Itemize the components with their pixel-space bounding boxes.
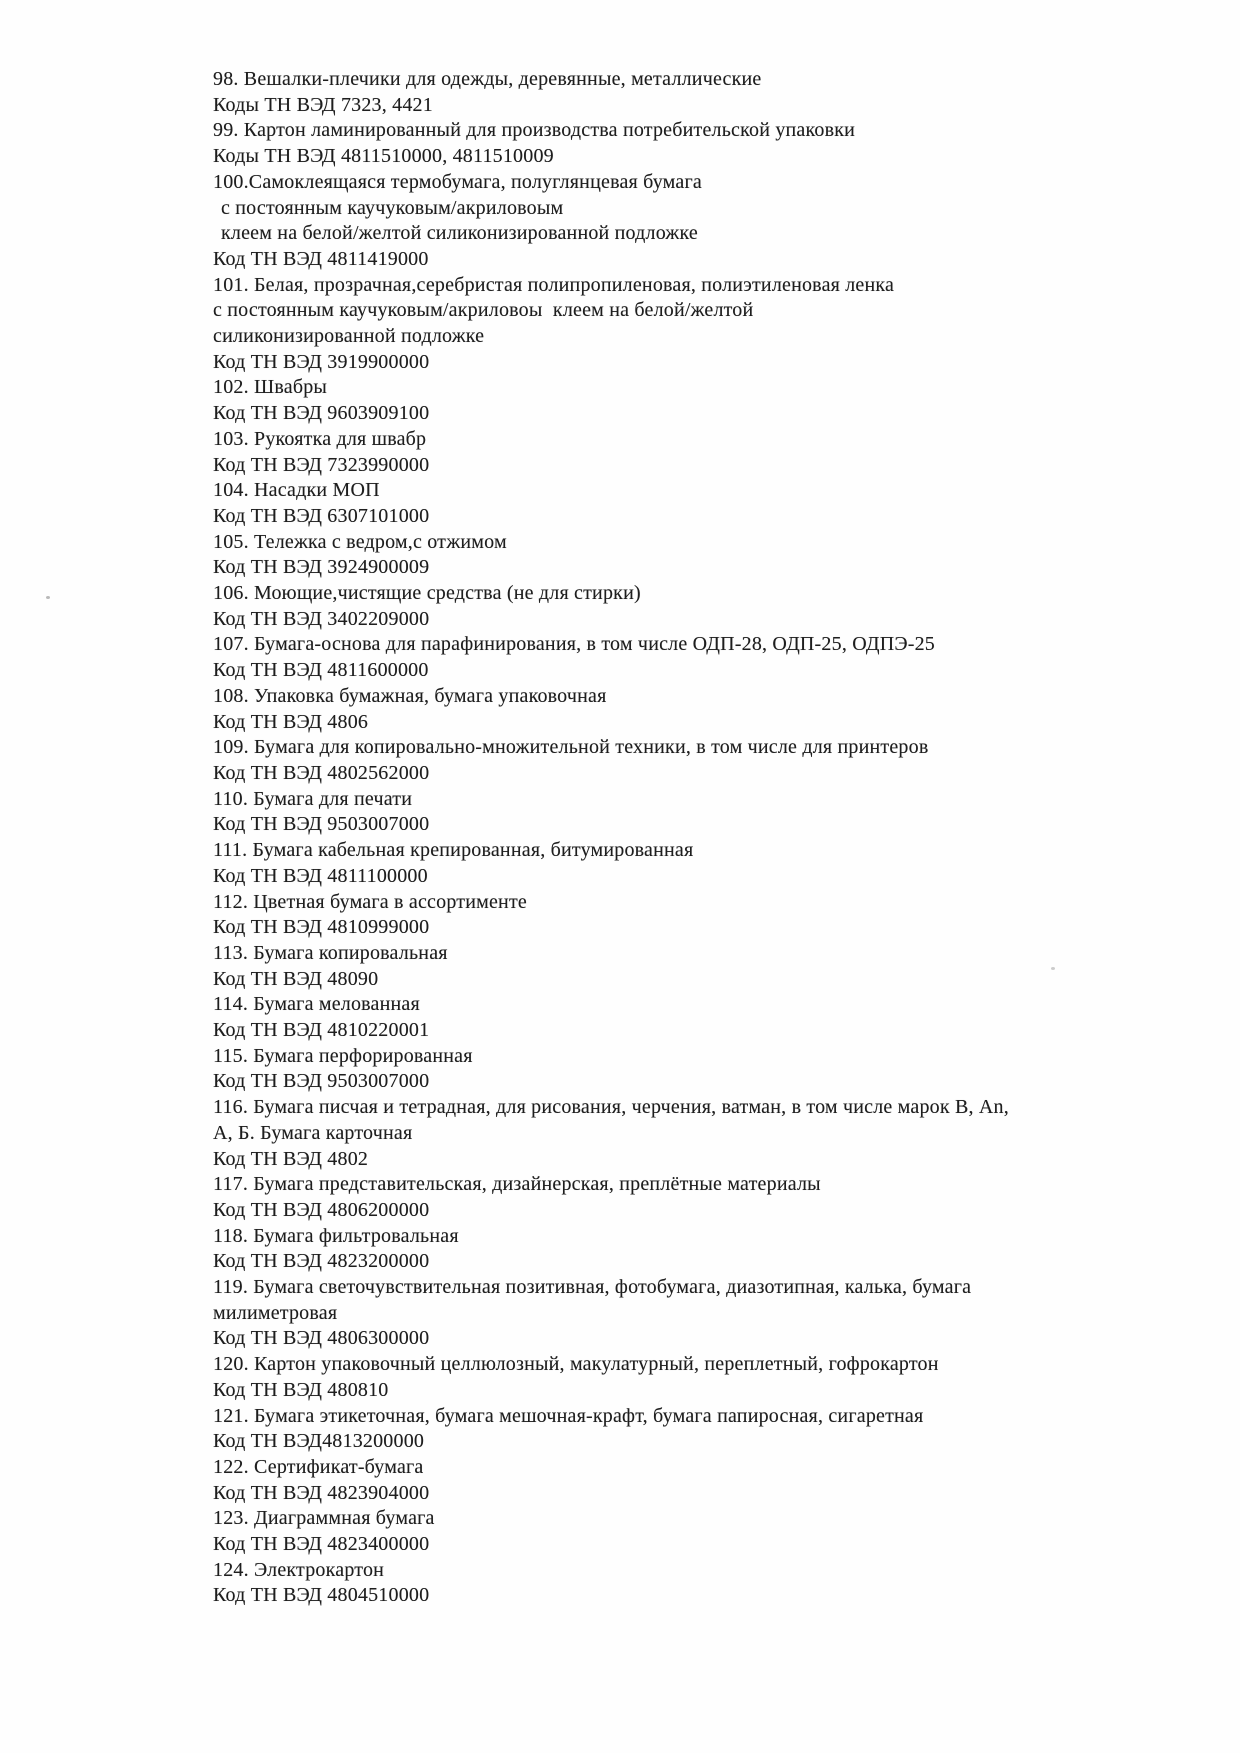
document-line: милиметровая [213,1301,338,1324]
document-line: Код ТН ВЭД 6307101000 [213,504,430,527]
document-line: с постоянным каучуковым/акриловоы клеем на белой/желтой [213,299,754,322]
document-line: 98. Вешалки-плечики для одежды, деревянные, металлические [213,68,762,90]
document-line: Код ТН ВЭД 3402209000 [213,607,430,630]
document-line: 109. Бумага для копировально-множительной техники, в том числе для принтеров [213,736,929,759]
document-body [213,67,1173,1609]
document-line: 115. Бумага перфорированная [213,1044,473,1067]
document-line: Код ТН ВЭД 4802 [213,1147,369,1170]
document-line: силиконизированной подложке [213,325,485,348]
document-line: 119. Бумага светочувствительная позитивная, фотобумага, диазотипная, калька, бумага [213,1276,972,1299]
document-line: Код ТН ВЭД 3919900000 [213,350,430,373]
document-line: Код ТН ВЭД 4810220001 [213,1019,430,1042]
document-line: Код ТН ВЭД 4802562000 [213,761,430,784]
document-line: 102. Швабры [213,376,328,399]
document-line: 100.Самоклеящаяся термобумага, полуглянцевая бумага [213,170,702,193]
document-line: Код ТН ВЭД 4806300000 [213,1327,430,1350]
document-line: 106. Моющие,чистящие средства (не для стирки) [213,582,641,605]
document-line: Код ТН ВЭД4813200000 [213,1430,425,1453]
document-line: 124. Электрокартон [213,1558,385,1581]
document-line: Код ТН ВЭД 7323990000 [213,453,430,476]
document-line: Код ТН ВЭД 9503007000 [213,813,430,836]
document-line: 112. Цветная бумага в ассортименте [213,890,527,913]
document-line: 117. Бумага представительская, дизайнерская, преплётные материалы [213,1173,821,1196]
document-line: Код ТН ВЭД 9603909100 [213,402,430,425]
document-line: с постоянным каучуковым/акриловоым [221,196,564,219]
document-line: Код ТН ВЭД 4811419000 [213,247,429,270]
document-line: 108. Упаковка бумажная, бумага упаковочная [213,684,607,707]
document-line: 121. Бумага этикеточная, бумага мешочная-крафт, бумага папиросная, сигаретная [213,1404,924,1427]
scan-artifact-dot [46,596,50,599]
document-line: Коды ТН ВЭД 4811510000, 4811510009 [213,145,554,168]
document-line: 113. Бумага копировальная [213,941,448,964]
document-line: Код ТН ВЭД 4806 [213,710,369,733]
document-line: 110. Бумага для печати [213,787,413,810]
document-line: А, Б. Бумага карточная [213,1121,413,1144]
document-line: Код ТН ВЭД 4806200000 [213,1198,430,1221]
document-line: Коды ТН ВЭД 7323, 4421 [213,93,433,116]
document-line: 118. Бумага фильтровальная [213,1224,459,1247]
document-line: Код ТН ВЭД 4811600000 [213,659,429,682]
document-line: 111. Бумага кабельная крепированная, битумированная [213,839,694,862]
document-line: Код ТН ВЭД 9503007000 [213,1070,430,1093]
document-line: Код ТН ВЭД 480810 [213,1378,389,1401]
document-line: 103. Рукоятка для швабр [213,427,427,450]
document-line: 120. Картон упаковочный целлюлозный, макулатурный, переплетный, гофрокартон [213,1353,939,1376]
document-line: Код ТН ВЭД 3924900009 [213,556,430,579]
document-line: 107. Бумага-основа для парафинирования, в том числе ОДП-28, ОДП-25, ОДПЭ-25 [213,633,936,656]
document-line: Код ТН ВЭД 4823904000 [213,1481,430,1504]
scan-artifact-dot [1051,967,1055,970]
document-line: Код ТН ВЭД 4823400000 [213,1533,430,1556]
document-line: Код ТН ВЭД 4810999000 [213,916,430,939]
document-line: 122. Сертификат-бумага [213,1455,424,1478]
document-line: 99. Картон ламинированный для производства потребительской упаковки [213,119,856,142]
document-line: Код ТН ВЭД 4811100000 [213,864,428,887]
document-line: 105. Тележка с ведром,с отжимом [213,530,507,553]
document-line: 114. Бумага мелованная [213,993,420,1016]
document-line: клеем на белой/желтой силиконизированной подложке [221,222,698,245]
document-line: 101. Белая, прозрачная,серебристая полипропиленовая, полиэтиленовая ленка [213,273,895,296]
document-line: 116. Бумага писчая и тетрадная, для рисования, черчения, ватман, в том числе марок В, Аn, [213,1096,1009,1119]
document-line: Код ТН ВЭД 4804510000 [213,1584,430,1607]
document-line: 123. Диаграммная бумага [213,1507,435,1530]
document-line: 104. Насадки МОП [213,479,380,502]
document-line: Код ТН ВЭД 48090 [213,967,379,990]
document-line: Код ТН ВЭД 4823200000 [213,1250,430,1273]
